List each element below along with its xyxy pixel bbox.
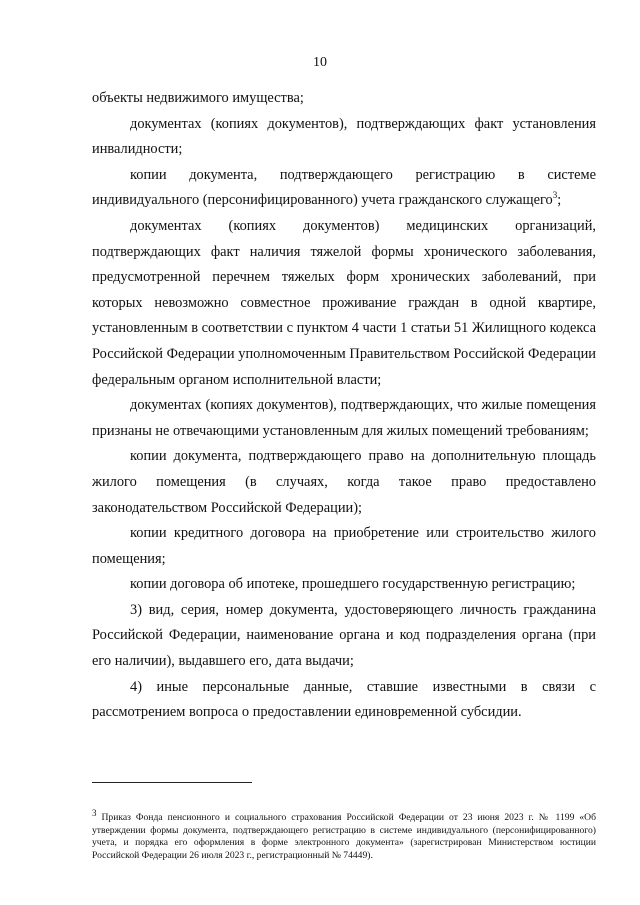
footnote-marker: 3 [92, 807, 97, 818]
paragraph-real-estate: объекты недвижимого имущества; [92, 90, 304, 106]
footnote-text: Приказ Фонда пенсионного и социального страхования Российской Федерации от 23 июня 2023 г. № 1199 «Об утверждении формы документа, подтверждающего регистрацию в системе индивидуального (персонифицированного) учета, и порядка его оформления в форме электронного документа» (зарегистрирован Министерством юстиции Российской Федерации 26 июля 2023 г., регистрационный № 74449). [92, 812, 596, 861]
paragraph-unfit-housing: документах (копиях документов), подтверждающих, что жилые помещения признаны не отвечающими установленным для жилых помещений требованиям; [92, 397, 596, 439]
footnote [92, 807, 596, 862]
paragraph-medical-docs: документах (копиях документов) медицинских организаций, подтверждающих факт наличия тяжелой формы хронического заболевания, предусмотренной перечнем тяжелых форм хронических заболеваний, при которых невозможно совместное проживание граждан в одной квартире, установленным в соответствии с пунктом 4 части 1 статьи 51 Жилищного кодекса Российской Федерации уполномоченным Правительством Российской Федерации федеральным органом исполнительной власти; [92, 217, 597, 388]
paragraph-disability-docs: документах (копиях документов), подтверждающих факт установления инвалидности; [92, 115, 596, 158]
page-number: 10 [313, 55, 327, 70]
paragraph-mortgage-agreement: копии договора об ипотеке, прошедшего государственную регистрацию; [130, 576, 576, 593]
paragraph-other-personal-data: 4) иные персональные данные, ставшие известными в связи с рассмотрением вопроса о предоставлении единовременной субсидии. [92, 678, 596, 721]
document-body [92, 86, 596, 726]
paragraph-registration-text: копии документа, подтверждающего регистрацию в системе индивидуального (персонифицированного) учета гражданского служащего [92, 166, 596, 209]
paragraph-credit-agreement: копии кредитного договора на приобретение или строительство жилого помещения; [92, 525, 596, 567]
footnote-divider [92, 782, 252, 783]
paragraph-identity-document: 3) вид, серия, номер документа, удостоверяющего личность гражданина Российской Федерации, наименование органа и код подразделения органа (при его наличии), выдавшего его, дата выдачи; [92, 601, 596, 670]
paragraph-registration-copy [92, 163, 596, 214]
footnote-reference: 3 [552, 190, 558, 201]
paragraph-additional-area: копии документа, подтверждающего право на дополнительную площадь жилого помещения (в случаях, когда такое право предоставлено законодательством Российской Федерации); [92, 448, 596, 516]
footnote-reference-suffix: ; [557, 192, 562, 209]
